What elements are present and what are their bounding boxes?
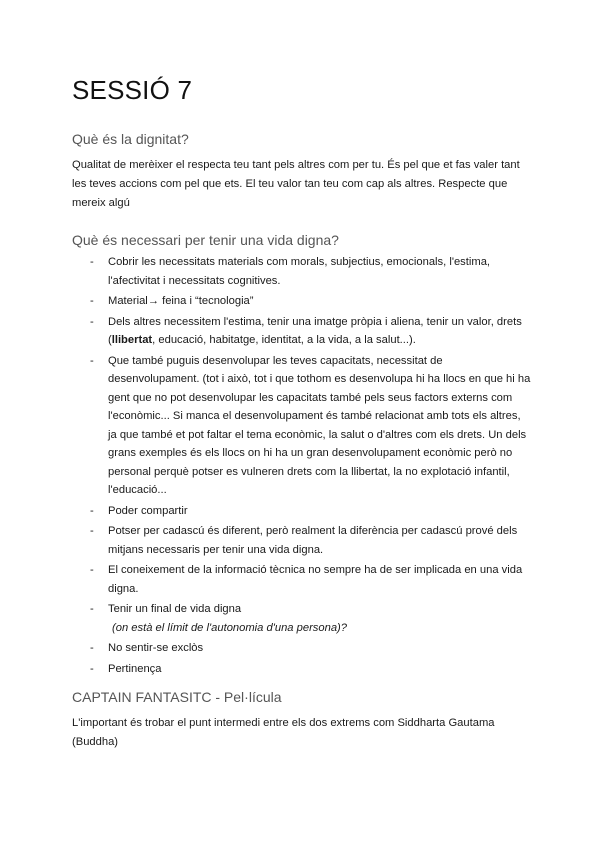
list-item-text: El coneixement de la informació tècnica no sempre ha de ser implicada en una vida digna.	[108, 564, 523, 595]
bullet-list	[72, 253, 532, 678]
list-item	[72, 313, 532, 350]
list-item-text: Material→ feina i “tecnologia”	[108, 295, 254, 307]
dash-marker: -	[90, 256, 94, 268]
list-item	[72, 561, 532, 598]
section-heading-captain-fantastic: CAPTAIN FANTASITC - Pel·lícula	[72, 689, 282, 705]
list-item	[72, 522, 532, 559]
list-item-text: Potser per cadascú és diferent, però realment la diferència per cadascú prové dels mitjans necessaris per tenir una vida digna.	[108, 525, 518, 556]
list-item-text: Tenir un final de vida digna	[108, 603, 242, 615]
section-paragraph-dignitat: Qualitat de merèixer el respecta teu tant pels altres com per tu. És pel que et fas valer tant les teves accions com pel que ets. El teu valor tan teu com cap als altres. Respecte que mereix algú	[72, 159, 520, 209]
dash-marker: -	[90, 315, 94, 328]
list-item-text-post: , educació, habitatge, identitat, a la vida, a la salut...).	[152, 334, 416, 346]
list-item-text: Cobrir les necessitats materials com morals, subjectius, emocionals, l'estima, l'afectivitat i necessitats cognitives.	[108, 256, 491, 287]
section-heading-dignitat: Què és la dignitat?	[72, 131, 189, 147]
dash-marker: -	[90, 662, 94, 675]
dash-marker: -	[90, 354, 94, 367]
list-item	[72, 253, 532, 290]
page-title: SESSIÓ 7	[72, 75, 193, 105]
list-item-text: Que també puguis desenvolupar les teves capacitats, necessitat de desenvolupament. (tot i això, tot i que tothom es desenvolupa hi ha llocs en que hi ha gent que no pot desenvolupar les capacitats també pels seus factors externs com l'econòmic... Si manca el desenvolupament és també relacionat amb tots els altres, ja que també et pot faltar el tema econòmic, la salut o d'altres com els drets. Un dels grans exemples és els llocs on hi ha un gran desenvolupament econòmic però no personal perquè potser es vulneren drets com la llibertat, la no explotació infantil, l'educació...	[108, 354, 531, 496]
list-item-text: Poder compartir	[108, 504, 188, 517]
list-item	[72, 292, 532, 311]
list-item	[72, 639, 532, 658]
list-item-text: Pertinença	[108, 662, 162, 675]
list-item	[72, 502, 532, 521]
list-item-subnote: (on està el límit de l'autonomia d'una persona)?	[112, 621, 347, 634]
dash-marker: -	[90, 564, 94, 576]
dash-marker: -	[90, 525, 94, 537]
list-item-text-bold: llibertat	[111, 334, 153, 346]
list-item	[72, 660, 532, 679]
list-item-text-pre: Dels altres necessitem l'estima, tenir una imatge pròpia i aliena, tenir un valor, drets (	[108, 315, 522, 346]
section-heading-vida-digna: Què és necessari per tenir una vida digna?	[72, 232, 339, 248]
list-item-text: No sentir-se exclòs	[108, 642, 204, 654]
dash-marker: -	[90, 504, 94, 517]
dash-marker: -	[90, 603, 94, 615]
list-item	[72, 352, 532, 500]
dash-marker: -	[90, 642, 94, 654]
dash-marker: -	[90, 295, 94, 307]
section-paragraph-captain-fantastic: L'important és trobar el punt intermedi entre els dos extrems com Siddharta Gautama (Buddha)	[72, 717, 495, 748]
list-item	[72, 600, 532, 637]
